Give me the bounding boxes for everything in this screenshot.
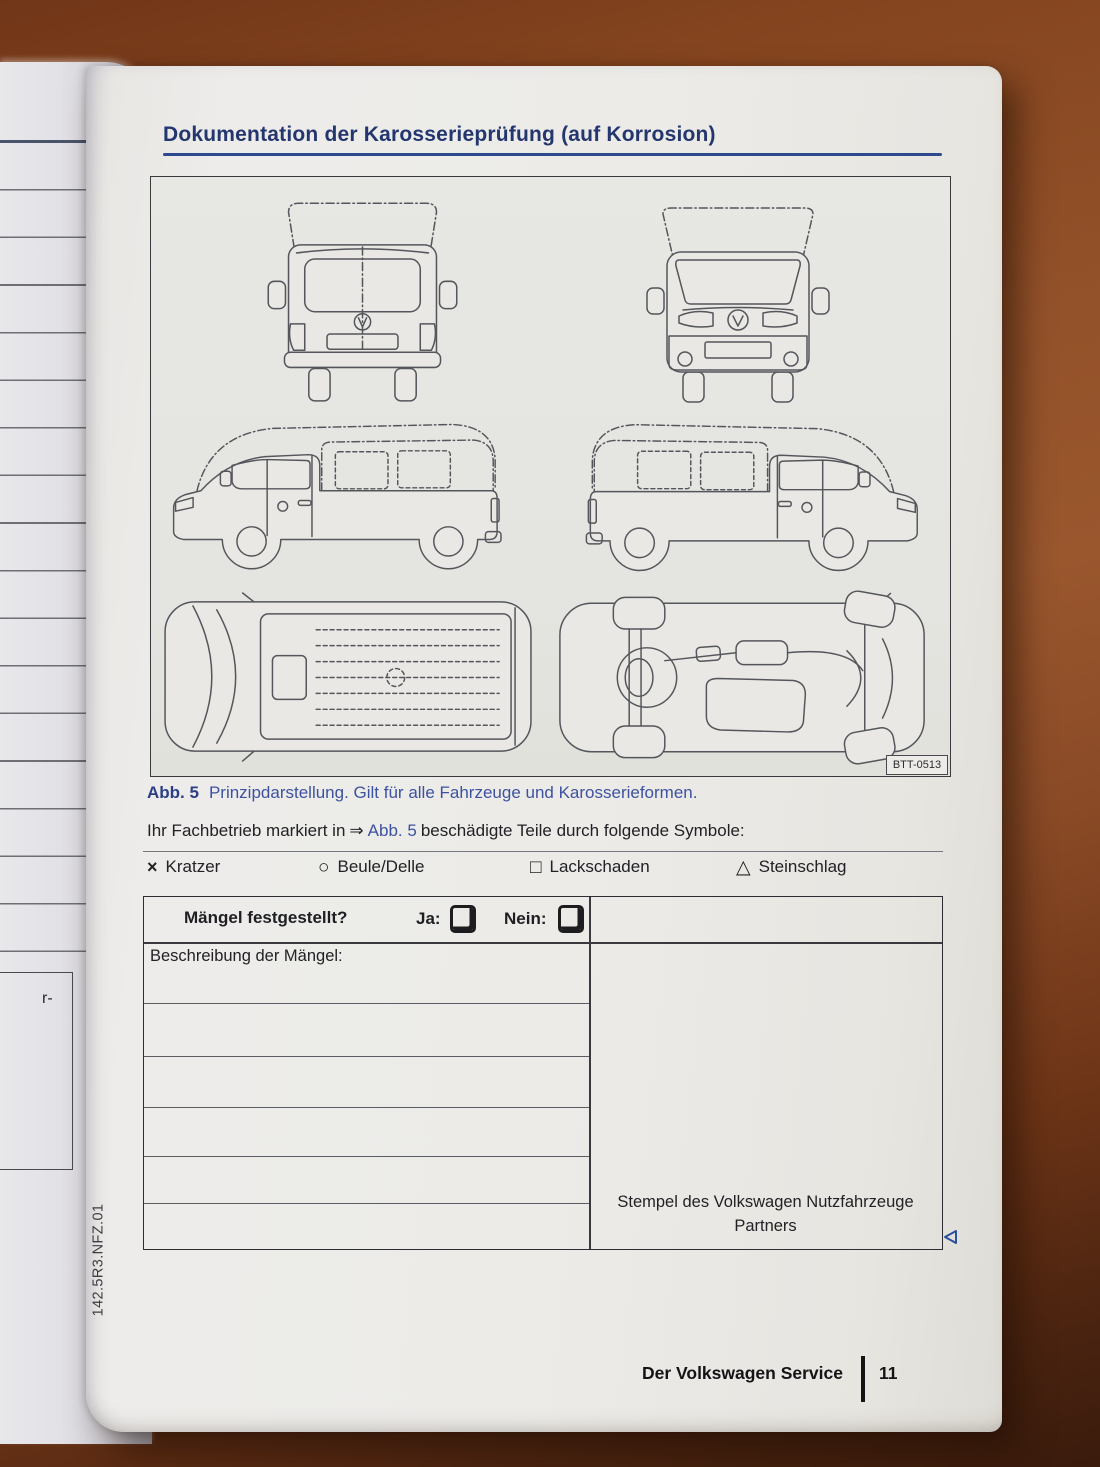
no-label: Nein: (504, 909, 547, 928)
previous-page-text-fragment: r- (42, 990, 53, 1007)
van-underside-view-drawing (550, 590, 936, 766)
instruction-post: beschädigte Teile durch folgende Symbole: (420, 821, 745, 840)
description-label: Beschreibung der Mängel: (150, 947, 343, 965)
figure-code-label: BTT-0513 (886, 755, 948, 775)
previous-page-box-fragment (0, 972, 73, 1170)
pickup-side-view-left-drawing (158, 405, 540, 595)
pickup-side-view-right-drawing (546, 405, 934, 597)
stamp-area-label (591, 1190, 940, 1238)
stone-chip-triangle-icon: △ (736, 857, 751, 878)
dent-circle-icon: ○ (318, 857, 330, 878)
checkbox-ja (450, 905, 476, 933)
spine-code-text: 142.5R3.NFZ.01 (89, 1203, 106, 1317)
van-rear-view-drawing (245, 182, 480, 410)
previous-page-table-fragment (0, 140, 89, 955)
yes-label: Ja: (416, 909, 441, 928)
legend-label: Steinschlag (758, 857, 847, 876)
legend-label: Beule/Delle (337, 857, 425, 876)
legend-item-kratzer (147, 857, 220, 877)
title-underline (163, 153, 942, 156)
scratch-x-icon: × (147, 857, 158, 877)
instruction-text (147, 821, 745, 841)
write-in-line (144, 1203, 589, 1204)
reference-arrow-icon: ⇒ (349, 821, 364, 840)
van-top-view-drawing (156, 590, 546, 764)
defects-form-table (143, 896, 943, 1250)
figure-caption-label: Abb. 5 (147, 783, 199, 802)
stamp-label-line2: Partners (734, 1217, 797, 1235)
figure-caption-text: Prinzipdarstellung. Gilt für alle Fahrzeuge und Karosserieformen. (208, 783, 698, 802)
write-in-line (144, 1003, 589, 1004)
legend-item-beule (318, 857, 424, 877)
write-in-line (144, 1056, 589, 1057)
paint-damage-square-icon: □ (530, 857, 542, 878)
page-title: Dokumentation der Karosserieprüfung (auf Korrosion) (163, 123, 716, 146)
symbols-divider-rule (143, 851, 943, 852)
page-marker-triangle-icon (941, 1228, 959, 1246)
footer-brand: Der Volkswagen Service (641, 1363, 843, 1383)
figure-reference: Abb. 5 (367, 821, 417, 840)
defects-question-label: Mängel festgestellt? (184, 908, 348, 927)
legend-item-lackschaden (530, 857, 650, 877)
figure-caption (147, 783, 697, 803)
stamp-label-line1: Stempel des Volkswagen Nutzfahrzeuge (617, 1193, 914, 1211)
checkbox-nein (558, 905, 584, 933)
instruction-pre: Ihr Fachbetrieb markiert in (147, 821, 346, 840)
legend-item-steinschlag (736, 857, 847, 877)
legend-label: Kratzer (165, 857, 221, 876)
table-header-rule (144, 942, 942, 944)
van-front-view-drawing (622, 188, 854, 410)
legend-label: Lackschaden (549, 857, 650, 876)
page-number: 11 (879, 1363, 898, 1383)
spine-code (18, 1180, 178, 1340)
write-in-line (144, 1107, 589, 1108)
footer-divider-bar (861, 1356, 865, 1402)
write-in-line (144, 1156, 589, 1157)
